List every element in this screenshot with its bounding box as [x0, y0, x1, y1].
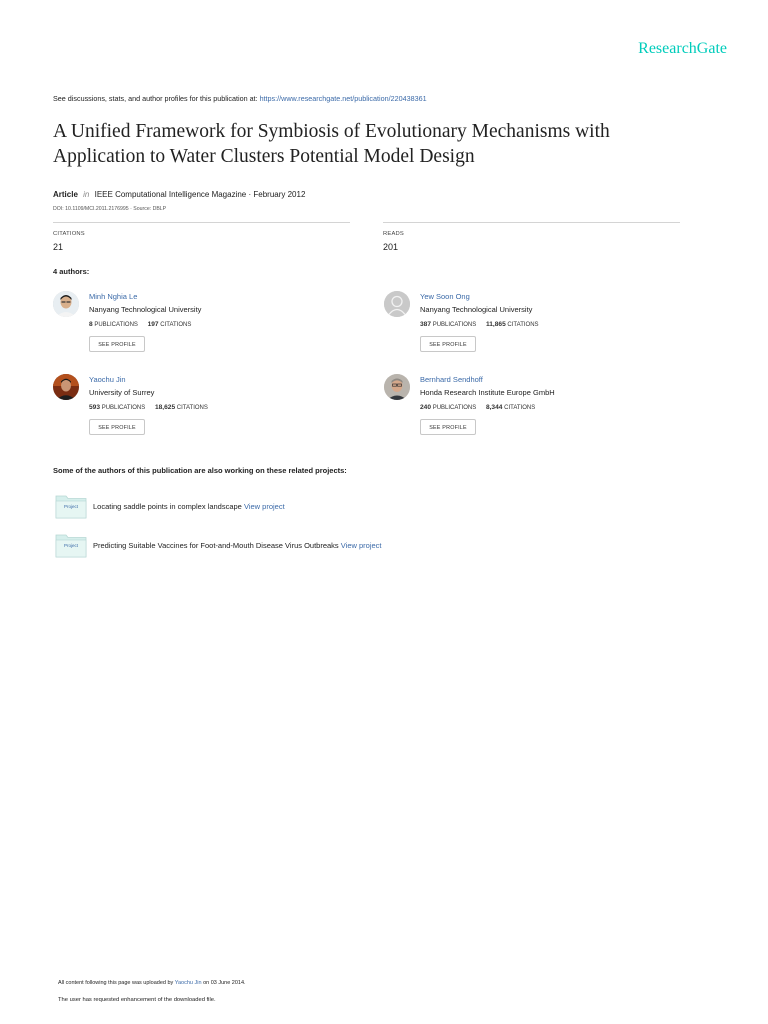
- citations-count: 21: [53, 242, 64, 252]
- publications-label: PUBLICATIONS: [432, 405, 477, 411]
- author-name-link[interactable]: Minh Nghia Le: [89, 292, 138, 301]
- related-projects-heading: Some of the authors of this publication are also working on these related projects:: [53, 466, 347, 475]
- publication-meta: [53, 190, 305, 199]
- author-institution: Honda Research Institute Europe GmbH: [420, 388, 555, 397]
- venue-date: IEEE Computational Intelligence Magazine · February 2012: [94, 190, 306, 199]
- title-line-2: Application to Water Clusters Potential Model Design: [53, 146, 475, 167]
- citations-count: 197: [147, 321, 159, 328]
- project-icon-label: Project: [63, 504, 78, 509]
- publications-label: PUBLICATIONS: [432, 322, 477, 328]
- project-title-line: [93, 541, 382, 550]
- author-institution: University of Surrey: [89, 388, 155, 397]
- author-card: [384, 374, 684, 444]
- author-institution: Nanyang Technological University: [420, 305, 533, 314]
- uploader-link[interactable]: Yaochu Jin: [174, 980, 202, 986]
- author-photo-icon: [384, 374, 410, 400]
- author-card: [53, 291, 353, 361]
- avatar[interactable]: [384, 374, 410, 400]
- project-title: Locating saddle points in complex landscape: [93, 502, 242, 511]
- project-folder-icon[interactable]: [55, 532, 87, 558]
- project-item: [55, 493, 655, 519]
- author-card: [53, 374, 353, 444]
- citations-label: CITATIONS: [53, 231, 85, 237]
- citations-label: CITATIONS: [160, 322, 192, 328]
- in-word: in: [83, 190, 90, 199]
- publications-count: 593: [89, 404, 101, 411]
- citations-label: CITATIONS: [504, 405, 536, 411]
- avatar[interactable]: [53, 374, 79, 400]
- publication-title: [53, 119, 713, 169]
- view-project-link[interactable]: View project: [243, 502, 285, 511]
- author-stats: [420, 321, 539, 328]
- upload-suffix: on 03 June 2014.: [203, 980, 246, 986]
- reads-count: 201: [383, 242, 399, 252]
- upload-prefix: All content following this page was uploaded by: [58, 980, 174, 986]
- doi-source: DOI: 10.1109/MCI.2011.2176995 · Source: DBLP: [53, 206, 167, 212]
- author-stats: [89, 321, 191, 328]
- author-name-link[interactable]: Yew Soon Ong: [420, 292, 470, 301]
- citations-count: 8,344: [485, 404, 503, 411]
- project-title: Predicting Suitable Vaccines for Foot-and-Mouth Disease Virus Outbreaks: [93, 541, 339, 550]
- avatar[interactable]: [53, 291, 79, 317]
- citations-label: CITATIONS: [176, 405, 208, 411]
- project-title-line: [93, 502, 285, 511]
- researchgate-logo[interactable]: ResearchGate: [638, 40, 727, 57]
- title-line-1: A Unified Framework for Symbiosis of Evolutionary Mechanisms with: [53, 121, 610, 142]
- author-card: [384, 291, 684, 361]
- citations-label: CITATIONS: [507, 322, 539, 328]
- publication-type: Article: [53, 190, 78, 199]
- see-profile-button[interactable]: SEE PROFILE: [420, 336, 476, 352]
- author-photo-icon: [53, 374, 79, 400]
- publications-label: PUBLICATIONS: [94, 322, 138, 328]
- upload-note: [58, 980, 246, 986]
- reads-label: READS: [383, 231, 404, 237]
- publications-count: 8: [89, 321, 93, 328]
- see-profile-button[interactable]: SEE PROFILE: [420, 419, 476, 435]
- publications-count: 240: [420, 404, 432, 411]
- author-institution: Nanyang Technological University: [89, 305, 202, 314]
- see-profile-button[interactable]: SEE PROFILE: [89, 419, 145, 435]
- discussion-prefix: See discussions, stats, and author profiles for this publication at:: [53, 94, 258, 103]
- citations-count: 18,625: [154, 404, 176, 411]
- citations-divider: [53, 222, 350, 223]
- project-icon-label: Project: [63, 543, 78, 548]
- author-name-link[interactable]: Yaochu Jin: [89, 375, 126, 384]
- discussion-line: [53, 94, 427, 103]
- enhancement-note: The user has requested enhancement of the downloaded file.: [58, 997, 216, 1003]
- citations-count: 11,865: [485, 321, 506, 328]
- publication-url-link[interactable]: https://www.researchgate.net/publication/220438361: [259, 94, 427, 103]
- author-stats: [420, 404, 535, 411]
- author-stats: [89, 404, 208, 411]
- author-photo-icon: [53, 291, 79, 317]
- publications-count: 387: [420, 321, 432, 328]
- view-project-link[interactable]: View project: [340, 541, 382, 550]
- avatar[interactable]: [384, 291, 410, 317]
- reads-divider: [383, 222, 680, 223]
- project-folder-icon[interactable]: [55, 493, 87, 519]
- see-profile-button[interactable]: SEE PROFILE: [89, 336, 145, 352]
- publications-label: PUBLICATIONS: [101, 405, 146, 411]
- authors-count-label: 4 authors:: [53, 267, 90, 276]
- author-name-link[interactable]: Bernhard Sendhoff: [420, 375, 483, 384]
- default-user-icon: [384, 291, 410, 317]
- project-item: [55, 532, 655, 558]
